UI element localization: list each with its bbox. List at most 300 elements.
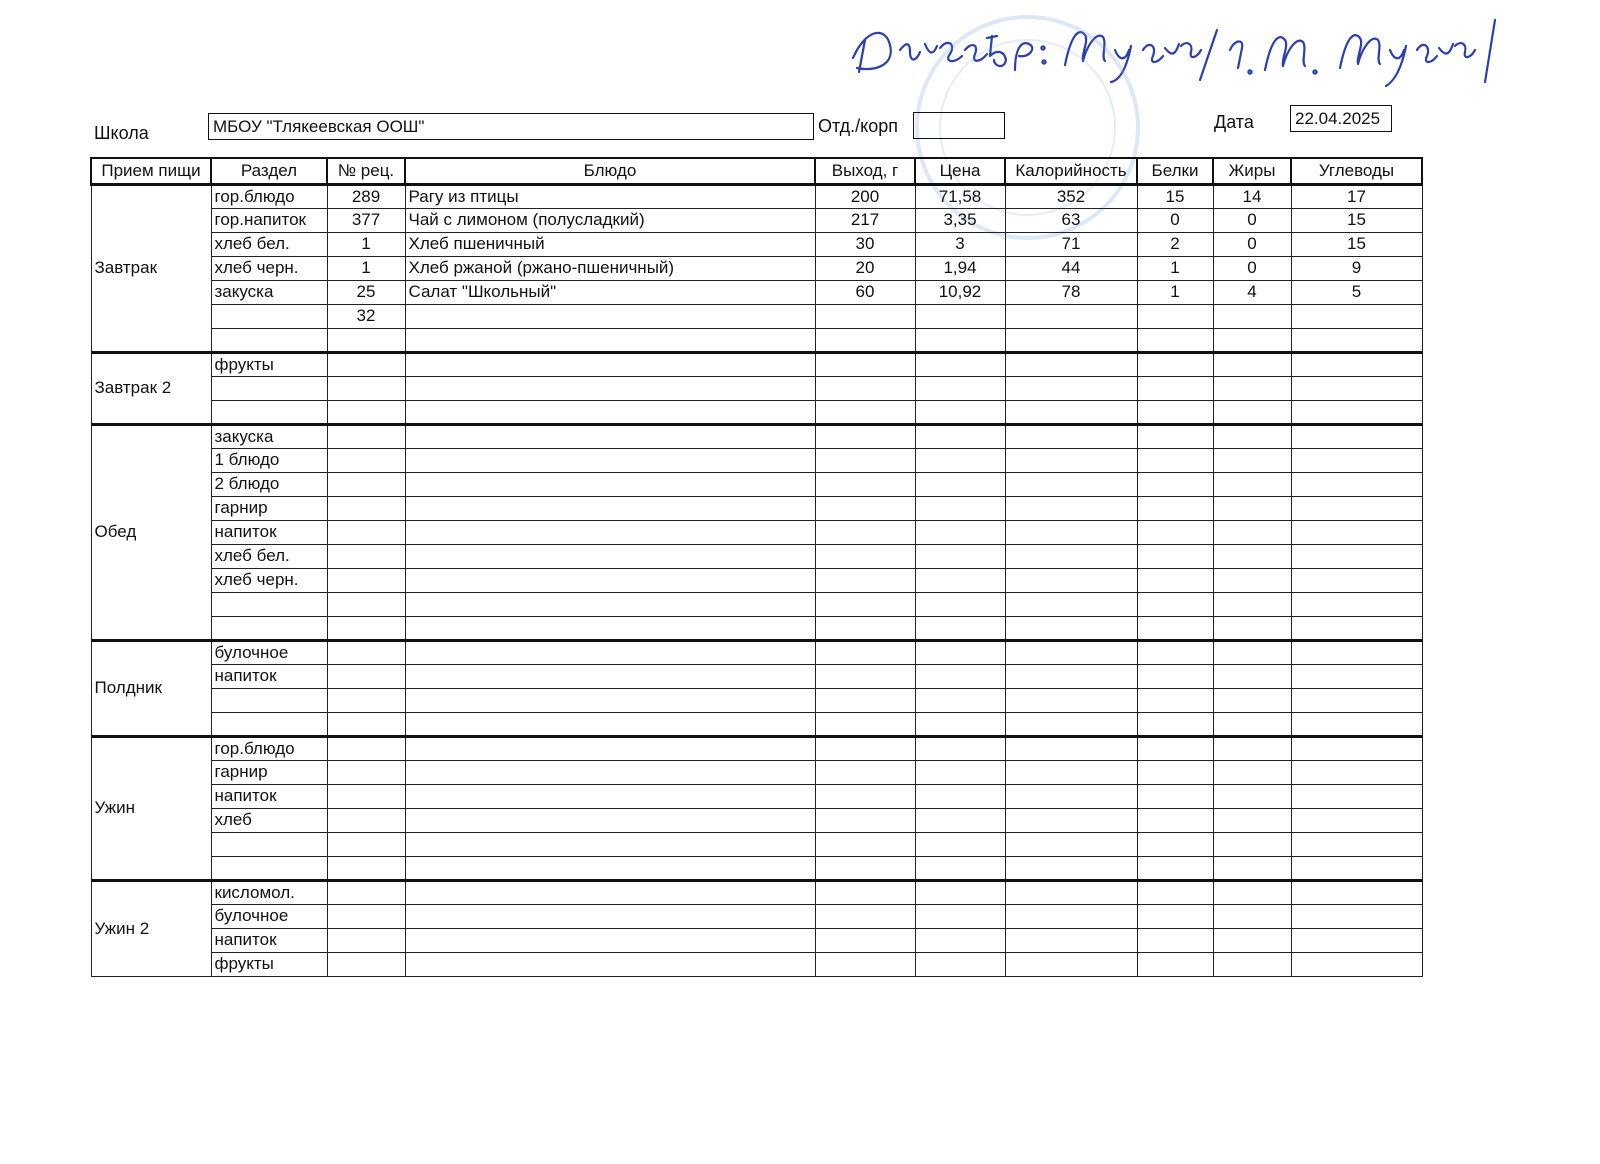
yield-cell [815, 568, 915, 592]
table-row [91, 544, 1422, 568]
col-header-price: Цена [915, 158, 1005, 184]
section-cell [211, 328, 327, 352]
col-header-dish: Блюдо [405, 158, 815, 184]
section-cell: гарнир [211, 496, 327, 520]
yield-cell [815, 544, 915, 568]
price-cell [915, 568, 1005, 592]
calories-cell [1005, 904, 1137, 928]
price-cell [915, 304, 1005, 328]
protein-cell: 15 [1137, 184, 1213, 208]
calories-cell [1005, 496, 1137, 520]
date-label: Дата [1214, 112, 1254, 132]
protein-cell [1137, 376, 1213, 400]
carbs-cell [1291, 472, 1422, 496]
calories-cell [1005, 664, 1137, 688]
carbs-cell [1291, 664, 1422, 688]
recipe-cell [327, 784, 405, 808]
dish-cell [405, 424, 815, 448]
fat-cell [1213, 400, 1291, 424]
table-row [91, 280, 1422, 304]
dish-cell [405, 928, 815, 952]
dish-cell [405, 808, 815, 832]
calories-cell [1005, 616, 1137, 640]
fat-cell [1213, 736, 1291, 760]
calories-cell [1005, 592, 1137, 616]
section-cell: закуска [211, 424, 327, 448]
calories-cell [1005, 640, 1137, 664]
yield-cell [815, 856, 915, 880]
fat-cell: 0 [1213, 256, 1291, 280]
section-cell: гор.блюдо [211, 184, 327, 208]
protein-cell [1137, 640, 1213, 664]
carbs-cell: 15 [1291, 232, 1422, 256]
calories-cell [1005, 472, 1137, 496]
recipe-cell: 25 [327, 280, 405, 304]
meal-group [91, 352, 1422, 424]
col-header-protein: Белки [1137, 158, 1213, 184]
protein-cell [1137, 544, 1213, 568]
col-header-calories: Калорийность [1005, 158, 1137, 184]
table-row [91, 568, 1422, 592]
price-cell [915, 400, 1005, 424]
recipe-cell [327, 328, 405, 352]
section-cell [211, 304, 327, 328]
recipe-cell [327, 496, 405, 520]
col-header-yield: Выход, г [815, 158, 915, 184]
recipe-cell [327, 688, 405, 712]
section-cell: фрукты [211, 352, 327, 376]
section-cell [211, 712, 327, 736]
section-cell: хлеб черн. [211, 568, 327, 592]
fat-cell: 4 [1213, 280, 1291, 304]
protein-cell [1137, 424, 1213, 448]
dish-cell [405, 880, 815, 904]
price-cell [915, 520, 1005, 544]
price-cell [915, 904, 1005, 928]
protein-cell [1137, 904, 1213, 928]
yield-cell [815, 736, 915, 760]
date-value: 22.04.2025 [1290, 105, 1392, 132]
recipe-cell [327, 808, 405, 832]
carbs-cell [1291, 376, 1422, 400]
carbs-cell [1291, 736, 1422, 760]
price-cell [915, 472, 1005, 496]
yield-cell [815, 904, 915, 928]
dish-cell [405, 688, 815, 712]
yield-cell [815, 688, 915, 712]
price-cell: 3,35 [915, 208, 1005, 232]
fat-cell: 0 [1213, 208, 1291, 232]
table-row [91, 904, 1422, 928]
table-row [91, 808, 1422, 832]
fat-cell [1213, 544, 1291, 568]
col-header-carbs: Углеводы [1291, 158, 1422, 184]
fat-cell [1213, 520, 1291, 544]
recipe-cell [327, 640, 405, 664]
recipe-cell [327, 736, 405, 760]
carbs-cell [1291, 904, 1422, 928]
dish-cell [405, 856, 815, 880]
yield-cell [815, 304, 915, 328]
section-cell [211, 832, 327, 856]
price-cell [915, 784, 1005, 808]
recipe-cell [327, 664, 405, 688]
dept-value [913, 112, 1005, 139]
calories-cell [1005, 736, 1137, 760]
protein-cell [1137, 592, 1213, 616]
recipe-cell [327, 760, 405, 784]
table-row [91, 760, 1422, 784]
dish-cell [405, 784, 815, 808]
school-value: МБОУ "Тлякеевская ООШ" [208, 113, 814, 140]
yield-cell [815, 424, 915, 448]
carbs-cell [1291, 808, 1422, 832]
price-cell [915, 448, 1005, 472]
section-cell: булочное [211, 640, 327, 664]
calories-cell: 352 [1005, 184, 1137, 208]
price-cell [915, 496, 1005, 520]
section-cell: хлеб черн. [211, 256, 327, 280]
table-row [91, 376, 1422, 400]
fat-cell [1213, 376, 1291, 400]
calories-cell [1005, 760, 1137, 784]
fat-cell [1213, 856, 1291, 880]
table-row [91, 640, 1422, 664]
fat-cell [1213, 760, 1291, 784]
table-row [91, 592, 1422, 616]
yield-cell [815, 712, 915, 736]
meal-group [91, 736, 1422, 880]
table-row [91, 952, 1422, 976]
yield-cell [815, 496, 915, 520]
fat-cell [1213, 808, 1291, 832]
fat-cell: 14 [1213, 184, 1291, 208]
protein-cell [1137, 448, 1213, 472]
dish-cell [405, 736, 815, 760]
carbs-cell [1291, 352, 1422, 376]
meal-name-cell: Ужин [91, 736, 211, 880]
recipe-cell [327, 592, 405, 616]
calories-cell [1005, 544, 1137, 568]
yield-cell [815, 832, 915, 856]
fat-cell [1213, 496, 1291, 520]
recipe-cell [327, 520, 405, 544]
calories-cell [1005, 952, 1137, 976]
dish-cell [405, 376, 815, 400]
calories-cell [1005, 376, 1137, 400]
carbs-cell [1291, 328, 1422, 352]
dish-cell [405, 304, 815, 328]
table-row [91, 400, 1422, 424]
protein-cell [1137, 400, 1213, 424]
dish-cell [405, 832, 815, 856]
yield-cell [815, 880, 915, 904]
recipe-cell [327, 376, 405, 400]
table-row [91, 496, 1422, 520]
recipe-cell [327, 880, 405, 904]
dish-cell [405, 712, 815, 736]
price-cell: 3 [915, 232, 1005, 256]
section-cell: напиток [211, 784, 327, 808]
price-cell [915, 736, 1005, 760]
carbs-cell [1291, 952, 1422, 976]
protein-cell: 1 [1137, 280, 1213, 304]
yield-cell [815, 616, 915, 640]
yield-cell: 200 [815, 184, 915, 208]
section-cell [211, 688, 327, 712]
section-cell: хлеб бел. [211, 544, 327, 568]
meal-name-cell: Полдник [91, 640, 211, 736]
yield-cell [815, 472, 915, 496]
yield-cell [815, 400, 915, 424]
table-row [91, 424, 1422, 448]
table-row [91, 448, 1422, 472]
dish-cell [405, 520, 815, 544]
table-row [91, 256, 1422, 280]
school-label: Школа [94, 123, 149, 143]
table-row [91, 352, 1422, 376]
price-cell [915, 424, 1005, 448]
price-cell [915, 328, 1005, 352]
table-row [91, 736, 1422, 760]
table-row [91, 856, 1422, 880]
price-cell [915, 712, 1005, 736]
dish-cell [405, 664, 815, 688]
recipe-cell: 377 [327, 208, 405, 232]
calories-cell [1005, 520, 1137, 544]
recipe-cell [327, 856, 405, 880]
meal-group [91, 424, 1422, 640]
table-row [91, 784, 1422, 808]
yield-cell [815, 808, 915, 832]
price-cell [915, 928, 1005, 952]
recipe-cell [327, 544, 405, 568]
calories-cell: 63 [1005, 208, 1137, 232]
dish-cell: Рагу из птицы [405, 184, 815, 208]
section-cell: напиток [211, 520, 327, 544]
carbs-cell [1291, 568, 1422, 592]
recipe-cell [327, 712, 405, 736]
yield-cell [815, 328, 915, 352]
calories-cell [1005, 928, 1137, 952]
carbs-cell [1291, 592, 1422, 616]
fat-cell [1213, 832, 1291, 856]
protein-cell [1137, 760, 1213, 784]
recipe-cell [327, 352, 405, 376]
calories-cell [1005, 712, 1137, 736]
recipe-cell [327, 832, 405, 856]
col-header-meal: Прием пищи [91, 158, 211, 184]
meal-name-cell: Ужин 2 [91, 880, 211, 976]
protein-cell: 1 [1137, 256, 1213, 280]
protein-cell [1137, 712, 1213, 736]
calories-cell [1005, 832, 1137, 856]
calories-cell [1005, 688, 1137, 712]
recipe-cell: 32 [327, 304, 405, 328]
section-cell [211, 616, 327, 640]
price-cell [915, 592, 1005, 616]
dept-label: Отд./корп [818, 116, 898, 136]
fat-cell [1213, 640, 1291, 664]
protein-cell [1137, 880, 1213, 904]
meal-group [91, 184, 1422, 352]
yield-cell [815, 448, 915, 472]
fat-cell [1213, 784, 1291, 808]
price-cell [915, 688, 1005, 712]
dish-cell [405, 400, 815, 424]
col-header-fat: Жиры [1213, 158, 1291, 184]
fat-cell [1213, 928, 1291, 952]
table-row [91, 712, 1422, 736]
fat-cell [1213, 880, 1291, 904]
carbs-cell [1291, 856, 1422, 880]
table-row [91, 832, 1422, 856]
recipe-cell [327, 472, 405, 496]
carbs-cell [1291, 304, 1422, 328]
dish-cell [405, 760, 815, 784]
calories-cell [1005, 784, 1137, 808]
fat-cell [1213, 448, 1291, 472]
protein-cell [1137, 328, 1213, 352]
yield-cell: 217 [815, 208, 915, 232]
calories-cell [1005, 856, 1137, 880]
dish-cell [405, 952, 815, 976]
price-cell: 10,92 [915, 280, 1005, 304]
carbs-cell [1291, 520, 1422, 544]
recipe-cell [327, 448, 405, 472]
protein-cell [1137, 688, 1213, 712]
fat-cell [1213, 472, 1291, 496]
meal-name-cell: Завтрак 2 [91, 352, 211, 424]
yield-cell [815, 952, 915, 976]
price-cell [915, 856, 1005, 880]
fat-cell [1213, 304, 1291, 328]
section-cell: напиток [211, 664, 327, 688]
protein-cell [1137, 832, 1213, 856]
fat-cell [1213, 664, 1291, 688]
recipe-cell [327, 952, 405, 976]
fat-cell [1213, 712, 1291, 736]
carbs-cell [1291, 712, 1422, 736]
carbs-cell: 17 [1291, 184, 1422, 208]
carbs-cell [1291, 400, 1422, 424]
table-row [91, 928, 1422, 952]
fat-cell [1213, 904, 1291, 928]
protein-cell [1137, 952, 1213, 976]
fat-cell [1213, 688, 1291, 712]
price-cell: 71,58 [915, 184, 1005, 208]
protein-cell [1137, 304, 1213, 328]
recipe-cell [327, 568, 405, 592]
section-cell: гор.блюдо [211, 736, 327, 760]
calories-cell [1005, 568, 1137, 592]
calories-cell [1005, 352, 1137, 376]
yield-cell [815, 784, 915, 808]
yield-cell: 60 [815, 280, 915, 304]
fat-cell [1213, 568, 1291, 592]
section-cell: хлеб бел. [211, 232, 327, 256]
table-row [91, 304, 1422, 328]
section-cell: гарнир [211, 760, 327, 784]
carbs-cell [1291, 448, 1422, 472]
protein-cell [1137, 808, 1213, 832]
price-cell [915, 616, 1005, 640]
section-cell: 2 блюдо [211, 472, 327, 496]
recipe-cell [327, 400, 405, 424]
dish-cell: Чай с лимоном (полусладкий) [405, 208, 815, 232]
yield-cell [815, 592, 915, 616]
fat-cell [1213, 952, 1291, 976]
meal-name-cell: Завтрак [91, 184, 211, 352]
yield-cell [815, 352, 915, 376]
protein-cell [1137, 616, 1213, 640]
protein-cell [1137, 784, 1213, 808]
price-cell [915, 880, 1005, 904]
section-cell [211, 856, 327, 880]
carbs-cell: 15 [1291, 208, 1422, 232]
table-row [91, 664, 1422, 688]
section-cell: булочное [211, 904, 327, 928]
table-row [91, 688, 1422, 712]
protein-cell [1137, 472, 1213, 496]
protein-cell: 2 [1137, 232, 1213, 256]
section-cell [211, 400, 327, 424]
header-row [91, 158, 1422, 184]
section-cell [211, 376, 327, 400]
price-cell [915, 376, 1005, 400]
price-cell [915, 640, 1005, 664]
carbs-cell [1291, 496, 1422, 520]
carbs-cell [1291, 784, 1422, 808]
price-cell [915, 352, 1005, 376]
dish-cell [405, 544, 815, 568]
section-cell: хлеб [211, 808, 327, 832]
table-row [91, 232, 1422, 256]
yield-cell: 30 [815, 232, 915, 256]
dish-cell [405, 496, 815, 520]
col-header-section: Раздел [211, 158, 327, 184]
fat-cell [1213, 328, 1291, 352]
calories-cell [1005, 328, 1137, 352]
meal-group [91, 880, 1422, 976]
calories-cell: 71 [1005, 232, 1137, 256]
section-cell [211, 592, 327, 616]
recipe-cell: 289 [327, 184, 405, 208]
protein-cell [1137, 664, 1213, 688]
protein-cell: 0 [1137, 208, 1213, 232]
protein-cell [1137, 352, 1213, 376]
calories-cell [1005, 808, 1137, 832]
yield-cell [815, 640, 915, 664]
price-cell [915, 952, 1005, 976]
protein-cell [1137, 496, 1213, 520]
protein-cell [1137, 568, 1213, 592]
carbs-cell [1291, 424, 1422, 448]
dish-cell [405, 352, 815, 376]
carbs-cell [1291, 688, 1422, 712]
dish-cell [405, 568, 815, 592]
meal-name-cell: Обед [91, 424, 211, 640]
calories-cell [1005, 448, 1137, 472]
price-cell: 1,94 [915, 256, 1005, 280]
recipe-cell [327, 424, 405, 448]
carbs-cell [1291, 640, 1422, 664]
table-row [91, 520, 1422, 544]
protein-cell [1137, 520, 1213, 544]
yield-cell [815, 928, 915, 952]
section-cell: закуска [211, 280, 327, 304]
yield-cell [815, 376, 915, 400]
